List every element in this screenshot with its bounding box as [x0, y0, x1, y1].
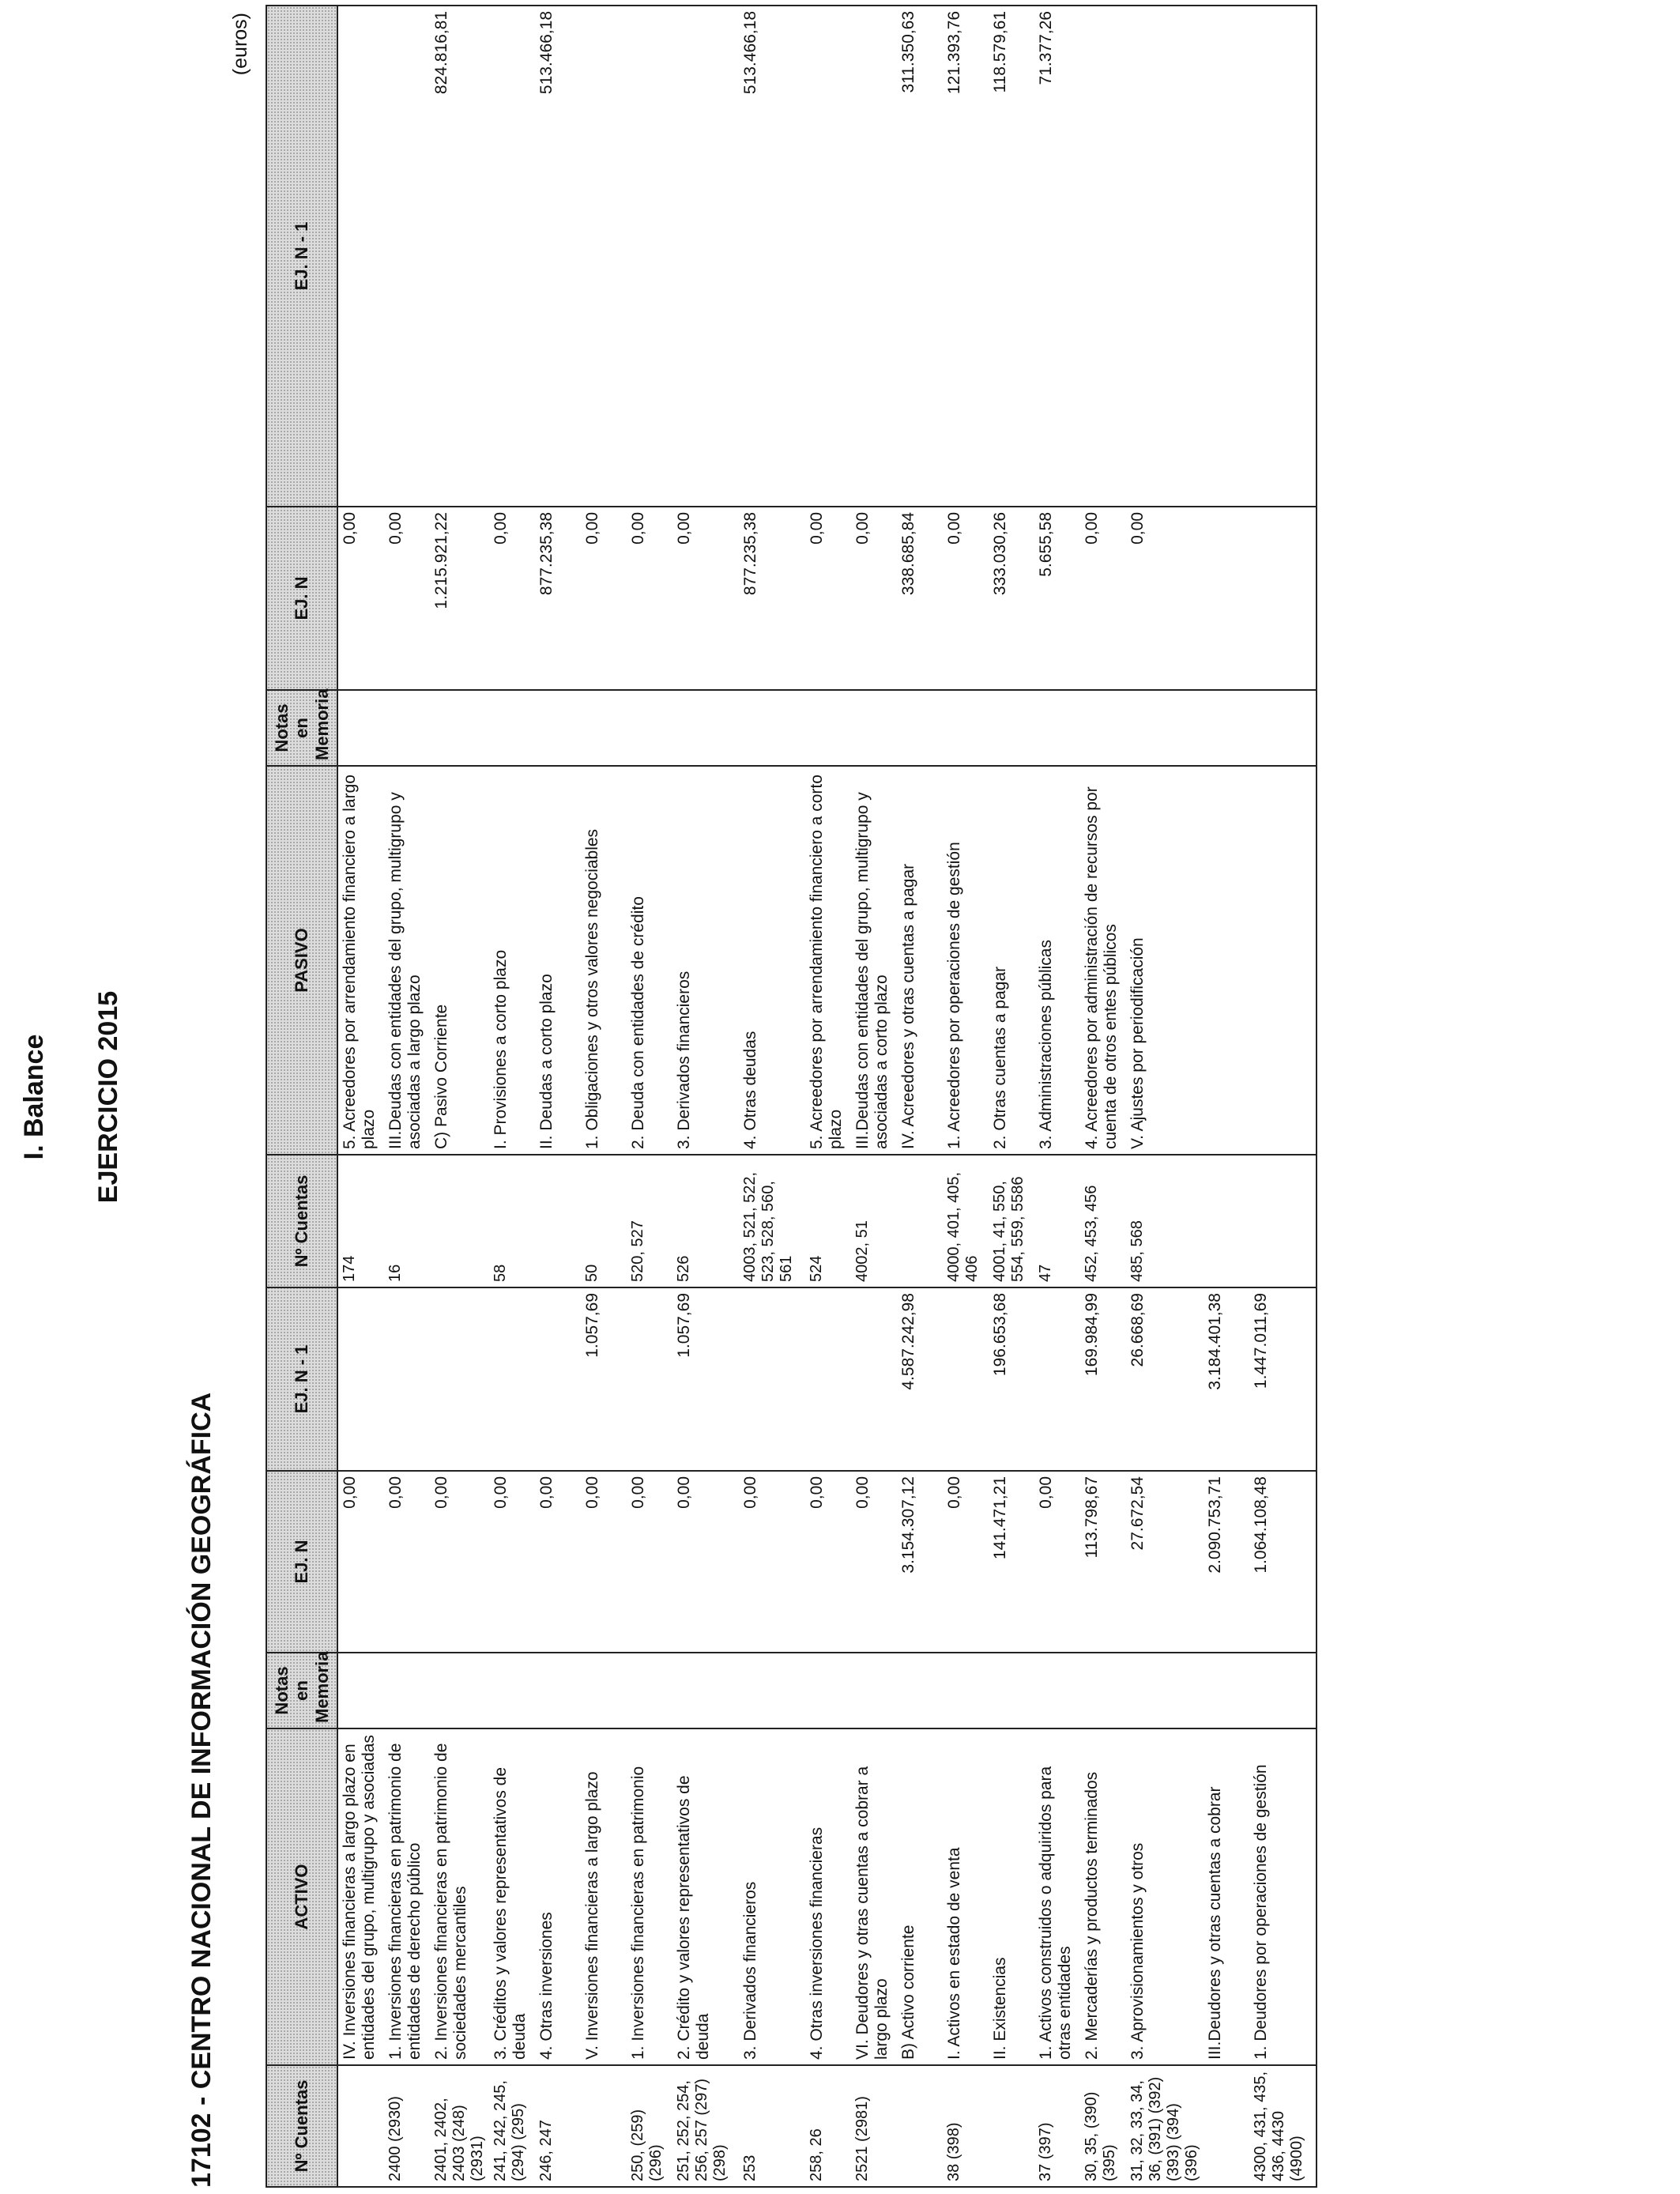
pasivo-notas-cell	[384, 690, 430, 766]
col-header-activo: ACTIVO	[266, 1728, 337, 2065]
pasivo-cuentas-cell	[535, 1155, 581, 1287]
pasivo-ejn-cell: 0,00	[581, 507, 627, 690]
activo-label-cell: 1. Inversiones financieras en patrimonio de entidades de derecho público	[384, 1728, 430, 2065]
pasivo-ejn-cell: 5.655,58	[1034, 507, 1080, 690]
activo-label-cell: 3. Créditos y valores representativos de deuda	[489, 1728, 535, 2065]
pasivo-label-cell: C) Pasivo Corriente	[430, 766, 489, 1155]
pasivo-ejn1-cell: 824.816,81	[430, 6, 489, 507]
pasivo-label-cell	[1249, 766, 1317, 1155]
activo-ejn-cell: 0,00	[739, 1471, 805, 1653]
pasivo-cuentas-cell: 4003, 521, 522, 523, 528, 560, 561	[739, 1155, 805, 1287]
activo-notas-cell	[581, 1653, 627, 1728]
pasivo-ejn1-cell	[851, 6, 897, 507]
pasivo-notas-cell	[805, 690, 851, 766]
currency-unit: (euros)	[229, 13, 251, 76]
pasivo-ejn1-cell	[581, 6, 627, 507]
pasivo-label-cell	[1203, 766, 1249, 1155]
pasivo-label-cell: IV. Acreedores y otras cuentas a pagar	[897, 766, 943, 1155]
activo-label-cell: 2. Mercaderías y productos terminados	[1080, 1728, 1126, 2065]
pasivo-notas-cell	[943, 690, 989, 766]
pasivo-label-cell: 3. Derivados financieros	[672, 766, 739, 1155]
pasivo-label-cell: I. Provisiones a corto plazo	[489, 766, 535, 1155]
activo-notas-cell	[337, 1653, 384, 1728]
pasivo-ejn1-cell	[489, 6, 535, 507]
table-row	[897, 6, 943, 2187]
activo-ejn-cell: 0,00	[430, 1471, 489, 1653]
pasivo-cuentas-cell: 526	[672, 1155, 739, 1287]
col-header-pasivo-ejn1: EJ. N - 1	[266, 6, 337, 507]
pasivo-ejn-cell: 0,00	[805, 507, 851, 690]
activo-ejn1-cell	[805, 1287, 851, 1471]
activo-ejn1-cell	[627, 1287, 672, 1471]
activo-ejn-cell: 0,00	[943, 1471, 989, 1653]
activo-ejn-cell: 27.672,54	[1126, 1471, 1203, 1653]
activo-ejn-cell: 0,00	[489, 1471, 535, 1653]
pasivo-cuentas-cell: 520, 527	[627, 1155, 672, 1287]
pasivo-ejn-cell: 0,00	[851, 507, 897, 690]
balance-rows	[337, 6, 1317, 2187]
activo-cuentas-cell: 253	[739, 2065, 805, 2187]
activo-cuentas-cell: 4300, 431, 435, 436, 4430 (4900)	[1249, 2065, 1317, 2187]
activo-ejn1-cell	[1034, 1287, 1080, 1471]
pasivo-cuentas-cell	[897, 1155, 943, 1287]
activo-notas-cell	[672, 1653, 739, 1728]
activo-ejn1-cell: 196.653,68	[989, 1287, 1034, 1471]
pasivo-notas-cell	[581, 690, 627, 766]
pasivo-ejn-cell: 0,00	[489, 507, 535, 690]
activo-notas-cell	[943, 1653, 989, 1728]
activo-ejn1-cell: 1.447.011,69	[1249, 1287, 1317, 1471]
activo-label-cell: 4. Otras inversiones financieras	[805, 1728, 851, 2065]
activo-ejn-cell: 0,00	[1034, 1471, 1080, 1653]
activo-cuentas-cell: 38 (398)	[943, 2065, 989, 2187]
pasivo-cuentas-cell: 58	[489, 1155, 535, 1287]
pasivo-ejn-cell	[1249, 507, 1317, 690]
pasivo-notas-cell	[851, 690, 897, 766]
activo-cuentas-cell	[337, 2065, 384, 2187]
pasivo-ejn1-cell	[805, 6, 851, 507]
pasivo-notas-cell	[672, 690, 739, 766]
pasivo-cuentas-cell	[430, 1155, 489, 1287]
pasivo-label-cell: III.Deudas con entidades del grupo, multigrupo y asociadas a corto plazo	[851, 766, 897, 1155]
pasivo-label-cell: 2. Deuda con entidades de crédito	[627, 766, 672, 1155]
activo-notas-cell	[805, 1653, 851, 1728]
pasivo-notas-cell	[989, 690, 1034, 766]
activo-label-cell: V. Inversiones financieras a largo plazo	[581, 1728, 627, 2065]
activo-notas-cell	[384, 1653, 430, 1728]
pasivo-ejn-cell: 0,00	[1080, 507, 1126, 690]
pasivo-label-cell: 2. Otras cuentas a pagar	[989, 766, 1034, 1155]
activo-label-cell: 3. Derivados financieros	[739, 1728, 805, 2065]
pasivo-ejn1-cell: 121.393,76	[943, 6, 989, 507]
pasivo-ejn-cell: 877.235,38	[535, 507, 581, 690]
pasivo-notas-cell	[1203, 690, 1249, 766]
activo-cuentas-cell: 37 (397)	[1034, 2065, 1080, 2187]
activo-ejn1-cell	[535, 1287, 581, 1471]
pasivo-ejn1-cell	[672, 6, 739, 507]
activo-notas-cell	[627, 1653, 672, 1728]
activo-cuentas-cell: 250, (259) (296)	[627, 2065, 672, 2187]
pasivo-cuentas-cell: 4000, 401, 405, 406	[943, 1155, 989, 1287]
pasivo-notas-cell	[1126, 690, 1203, 766]
pasivo-notas-cell	[535, 690, 581, 766]
table-row	[1203, 6, 1249, 2187]
activo-label-cell: 3. Aprovisionamientos y otros	[1126, 1728, 1203, 2065]
activo-ejn-cell: 0,00	[535, 1471, 581, 1653]
table-row	[1126, 6, 1203, 2187]
activo-cuentas-cell: 2401, 2402, 2403 (248) (2931)	[430, 2065, 489, 2187]
pasivo-ejn1-cell: 513.466,18	[739, 6, 805, 507]
activo-ejn1-cell: 4.587.242,98	[897, 1287, 943, 1471]
activo-label-cell: 4. Otras inversiones	[535, 1728, 581, 2065]
table-row	[1080, 6, 1126, 2187]
table-row	[489, 6, 535, 2187]
col-header-pasivo: PASIVO	[266, 766, 337, 1155]
pasivo-notas-cell	[337, 690, 384, 766]
activo-cuentas-cell: 246, 247	[535, 2065, 581, 2187]
activo-label-cell: 1. Inversiones financieras en patrimonio	[627, 1728, 672, 2065]
activo-notas-cell	[1126, 1653, 1203, 1728]
pasivo-ejn-cell: 877.235,38	[739, 507, 805, 690]
activo-ejn1-cell	[337, 1287, 384, 1471]
col-header-pasivo-ejn: EJ. N	[266, 507, 337, 690]
activo-notas-cell	[1249, 1653, 1317, 1728]
col-header-pasivo-notas: Notas en Memoria	[266, 690, 337, 766]
activo-notas-cell	[989, 1653, 1034, 1728]
entity-title: 17102 - CENTRO NACIONAL DE INFORMACIÓN GEOGRÁFICA	[186, 1392, 217, 2188]
pasivo-label-cell: 3. Administraciones públicas	[1034, 766, 1080, 1155]
activo-notas-cell	[897, 1653, 943, 1728]
activo-ejn1-cell	[851, 1287, 897, 1471]
activo-cuentas-cell: 241, 242, 245, (294) (295)	[489, 2065, 535, 2187]
table-row	[943, 6, 989, 2187]
table-row	[627, 6, 672, 2187]
table-row	[430, 6, 489, 2187]
pasivo-notas-cell	[1249, 690, 1317, 766]
activo-ejn-cell: 1.064.108,48	[1249, 1471, 1317, 1653]
pasivo-notas-cell	[489, 690, 535, 766]
activo-cuentas-cell: 30, 35, (390) (395)	[1080, 2065, 1126, 2187]
activo-notas-cell	[1080, 1653, 1126, 1728]
table-row	[1034, 6, 1080, 2187]
table-row	[989, 6, 1034, 2187]
pasivo-ejn-cell: 0,00	[672, 507, 739, 690]
activo-cuentas-cell	[897, 2065, 943, 2187]
pasivo-cuentas-cell: 524	[805, 1155, 851, 1287]
activo-label-cell: 1. Deudores por operaciones de gestión	[1249, 1728, 1317, 2065]
pasivo-cuentas-cell: 4001, 41, 550, 554, 559, 5586	[989, 1155, 1034, 1287]
table-row	[581, 6, 627, 2187]
pasivo-ejn-cell: 0,00	[943, 507, 989, 690]
pasivo-ejn1-cell	[1203, 6, 1249, 507]
balance-table	[266, 5, 1317, 2188]
activo-ejn-cell: 3.154.307,12	[897, 1471, 943, 1653]
activo-ejn-cell: 113.798,67	[1080, 1471, 1126, 1653]
pasivo-ejn1-cell: 311.350,63	[897, 6, 943, 507]
pasivo-ejn-cell: 0,00	[337, 507, 384, 690]
pasivo-label-cell: II. Deudas a corto plazo	[535, 766, 581, 1155]
pasivo-label-cell: 1. Acreedores por operaciones de gestión	[943, 766, 989, 1155]
col-header-pasivo-cuentas: Nº Cuentas	[266, 1155, 337, 1287]
pasivo-ejn1-cell	[1126, 6, 1203, 507]
activo-notas-cell	[1203, 1653, 1249, 1728]
activo-cuentas-cell: 31, 32, 33, 34, 36, (391) (392) (393) (394) (396)	[1126, 2065, 1203, 2187]
pasivo-label-cell: 4. Otras deudas	[739, 766, 805, 1155]
table-row	[851, 6, 897, 2187]
activo-cuentas-cell	[1203, 2065, 1249, 2187]
pasivo-cuentas-cell: 50	[581, 1155, 627, 1287]
pasivo-ejn-cell: 338.685,84	[897, 507, 943, 690]
activo-ejn-cell: 141.471,21	[989, 1471, 1034, 1653]
pasivo-ejn-cell: 0,00	[1126, 507, 1203, 690]
section-title: I. Balance	[19, 1034, 49, 1160]
activo-ejn-cell: 0,00	[805, 1471, 851, 1653]
col-header-activo-ejn: EJ. N	[266, 1471, 337, 1653]
pasivo-ejn-cell: 0,00	[627, 507, 672, 690]
table-row	[1249, 6, 1317, 2187]
activo-ejn1-cell: 169.984,99	[1080, 1287, 1126, 1471]
table-row	[337, 6, 384, 2187]
table-row	[535, 6, 581, 2187]
activo-cuentas-cell: 258, 26	[805, 2065, 851, 2187]
pasivo-notas-cell	[430, 690, 489, 766]
pasivo-ejn1-cell	[1249, 6, 1317, 507]
pasivo-notas-cell	[627, 690, 672, 766]
pasivo-cuentas-cell: 16	[384, 1155, 430, 1287]
activo-notas-cell	[535, 1653, 581, 1728]
activo-cuentas-cell	[581, 2065, 627, 2187]
pasivo-label-cell: III.Deudas con entidades del grupo, multigrupo y asociadas a largo plazo	[384, 766, 430, 1155]
pasivo-cuentas-cell: 452, 453, 456	[1080, 1155, 1126, 1287]
activo-ejn1-cell	[384, 1287, 430, 1471]
pasivo-ejn1-cell	[627, 6, 672, 507]
activo-cuentas-cell	[989, 2065, 1034, 2187]
pasivo-ejn-cell: 333.030,26	[989, 507, 1034, 690]
pasivo-ejn-cell: 0,00	[384, 507, 430, 690]
col-header-activo-cuentas: Nº Cuentas	[266, 2065, 337, 2187]
pasivo-notas-cell	[739, 690, 805, 766]
activo-ejn1-cell	[739, 1287, 805, 1471]
pasivo-label-cell: V. Ajustes por periodificación	[1126, 766, 1203, 1155]
activo-label-cell: I. Activos en estado de venta	[943, 1728, 989, 2065]
table-row	[672, 6, 739, 2187]
activo-notas-cell	[851, 1653, 897, 1728]
pasivo-ejn1-cell: 513.466,18	[535, 6, 581, 507]
pasivo-ejn-cell: 1.215.921,22	[430, 507, 489, 690]
activo-ejn1-cell: 26.668,69	[1126, 1287, 1203, 1471]
table-row	[805, 6, 851, 2187]
activo-ejn1-cell: 3.184.401,38	[1203, 1287, 1249, 1471]
activo-ejn-cell: 2.090.753,71	[1203, 1471, 1249, 1653]
activo-ejn-cell: 0,00	[581, 1471, 627, 1653]
activo-ejn1-cell	[489, 1287, 535, 1471]
col-header-activo-ejn1: EJ. N - 1	[266, 1287, 337, 1471]
pasivo-cuentas-cell	[1249, 1155, 1317, 1287]
activo-ejn1-cell	[430, 1287, 489, 1471]
activo-label-cell: VI. Deudores y otras cuentas a cobrar a largo plazo	[851, 1728, 897, 2065]
pasivo-notas-cell	[1034, 690, 1080, 766]
pasivo-cuentas-cell: 47	[1034, 1155, 1080, 1287]
pasivo-label-cell: 5. Acreedores por arrendamiento financiero a largo plazo	[337, 766, 384, 1155]
pasivo-label-cell: 4. Acreedores por administración de recursos por cuenta de otros entes públicos	[1080, 766, 1126, 1155]
table-row	[384, 6, 430, 2187]
activo-label-cell: 2. Inversiones financieras en patrimonio de sociedades mercantiles	[430, 1728, 489, 2065]
pasivo-ejn1-cell: 118.579,61	[989, 6, 1034, 507]
activo-label-cell: 2. Crédito y valores representativos de deuda	[672, 1728, 739, 2065]
activo-ejn-cell: 0,00	[851, 1471, 897, 1653]
pasivo-ejn1-cell	[1080, 6, 1126, 507]
table-row	[739, 6, 805, 2187]
activo-label-cell: B) Activo corriente	[897, 1728, 943, 2065]
pasivo-label-cell: 1. Obligaciones y otros valores negociables	[581, 766, 627, 1155]
activo-ejn1-cell	[943, 1287, 989, 1471]
header-row	[266, 6, 337, 2187]
activo-notas-cell	[489, 1653, 535, 1728]
activo-notas-cell	[739, 1653, 805, 1728]
activo-cuentas-cell: 2400 (2930)	[384, 2065, 430, 2187]
activo-cuentas-cell: 251, 252, 254, 256, 257 (297) (298)	[672, 2065, 739, 2187]
activo-ejn1-cell: 1.057,69	[581, 1287, 627, 1471]
pasivo-cuentas-cell: 485, 568	[1126, 1155, 1203, 1287]
pasivo-ejn1-cell	[337, 6, 384, 507]
activo-ejn-cell: 0,00	[672, 1471, 739, 1653]
pasivo-notas-cell	[1080, 690, 1126, 766]
pasivo-label-cell: 5. Acreedores por arrendamiento financiero a corto plazo	[805, 766, 851, 1155]
pasivo-cuentas-cell: 4002, 51	[851, 1155, 897, 1287]
exercise-title: EJERCICIO 2015	[93, 990, 123, 1204]
activo-label-cell: II. Existencias	[989, 1728, 1034, 2065]
activo-label-cell: IV. Inversiones financieras a largo plazo en entidades del grupo, multigrupo y asociadas	[337, 1728, 384, 2065]
pasivo-ejn1-cell	[384, 6, 430, 507]
col-header-activo-notas: Notas en Memoria	[266, 1653, 337, 1728]
activo-ejn-cell: 0,00	[627, 1471, 672, 1653]
pasivo-cuentas-cell	[1203, 1155, 1249, 1287]
activo-notas-cell	[1034, 1653, 1080, 1728]
activo-ejn-cell: 0,00	[384, 1471, 430, 1653]
activo-ejn-cell: 0,00	[337, 1471, 384, 1653]
activo-cuentas-cell: 2521 (2981)	[851, 2065, 897, 2187]
activo-ejn1-cell: 1.057,69	[672, 1287, 739, 1471]
activo-label-cell: III.Deudores y otras cuentas a cobrar	[1203, 1728, 1249, 2065]
pasivo-ejn1-cell: 71.377,26	[1034, 6, 1080, 507]
pasivo-notas-cell	[897, 690, 943, 766]
pasivo-ejn-cell	[1203, 507, 1249, 690]
activo-label-cell: 1. Activos construidos o adquiridos para otras entidades	[1034, 1728, 1080, 2065]
activo-notas-cell	[430, 1653, 489, 1728]
pasivo-cuentas-cell: 174	[337, 1155, 384, 1287]
